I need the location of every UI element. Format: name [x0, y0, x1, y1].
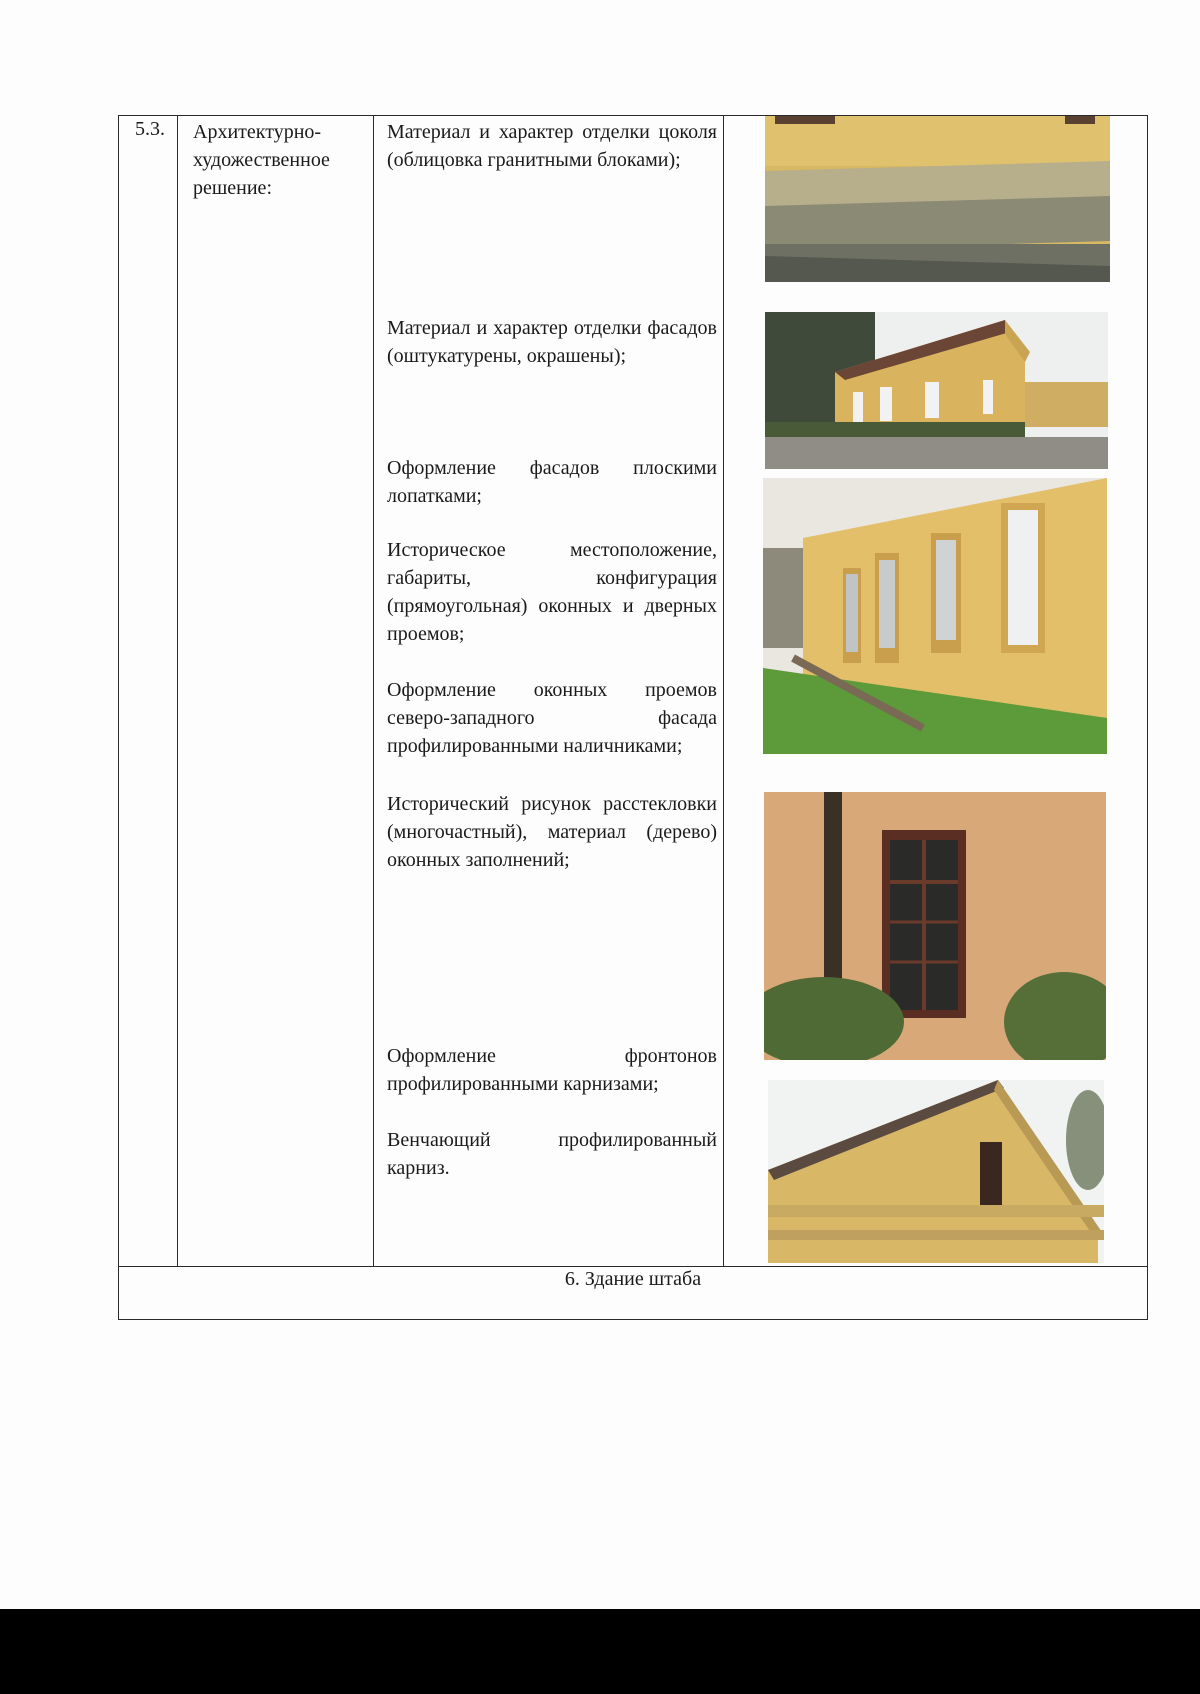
row-number: 5.3.	[135, 118, 165, 140]
item-cornice: Венчающий профилированный карниз.	[387, 1129, 717, 1179]
photo-window-trims	[763, 478, 1107, 754]
item-openings: Историческое местоположение, габариты, конфигурация (прямоугольная) оконных и дверных проемов;	[387, 539, 717, 645]
item-glazing: Исторический рисунок расстекловки (многочастный), материал (дерево) оконных заполнений;	[387, 793, 717, 871]
column-divider	[177, 116, 178, 1266]
photo-pediment	[768, 1080, 1104, 1263]
item-window-trims: Оформление оконных проемов северо-западного фасада профилированными наличниками;	[387, 679, 717, 757]
column-divider	[373, 116, 374, 1266]
section-title: 6. Здание штаба	[564, 1268, 702, 1290]
photo-wooden-window	[764, 792, 1106, 1060]
column-divider	[723, 116, 724, 1266]
scan-border	[0, 1609, 1200, 1694]
item-pilasters: Оформление фасадов плоскими лопатками;	[387, 457, 717, 507]
item-plinth: Материал и характер отделки цоколя (облицовка гранитными блоками);	[387, 121, 717, 171]
item-facade-finish: Материал и характер отделки фасадов (оштукатурены, окрашены);	[387, 317, 717, 367]
row-title: Архитектурно-художественное решение:	[193, 121, 330, 199]
photo-facade	[765, 312, 1108, 469]
item-pediments: Оформление фронтонов профилированными карнизами;	[387, 1045, 717, 1095]
photo-plinth	[765, 116, 1110, 282]
